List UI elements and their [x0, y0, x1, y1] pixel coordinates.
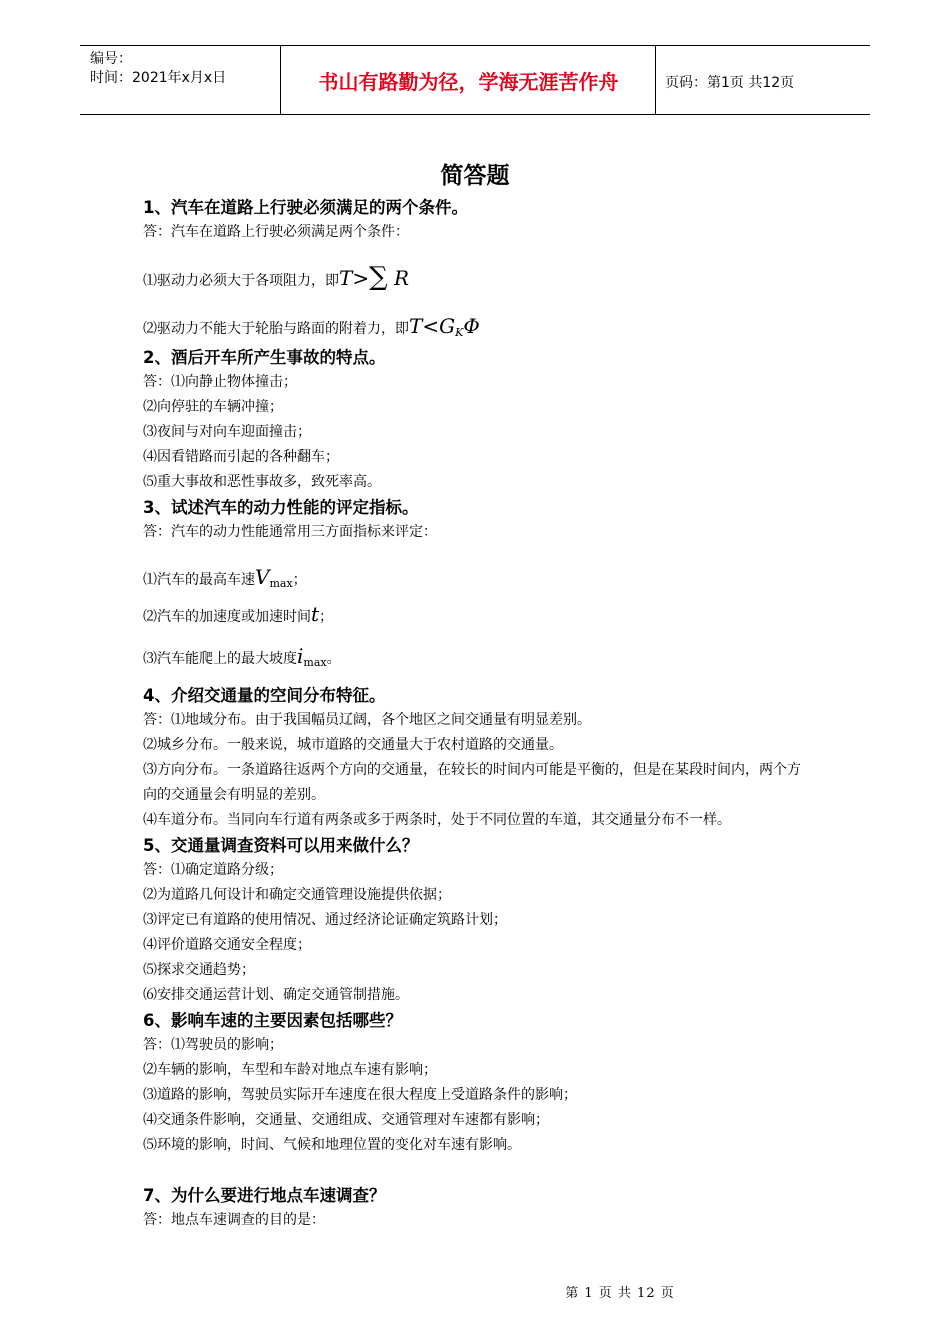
formula-2-op: <: [422, 314, 440, 338]
answer-3-line-1: 答：汽车的动力性能通常用三方面指标来评定：: [143, 524, 437, 540]
formula-1-op: >: [352, 266, 370, 290]
formula-vmax-v: V: [255, 565, 270, 589]
answer-3-line-4-text: ⑶汽车能爬上的最大坡度: [143, 651, 297, 667]
answer-2-line-5: ⑸重大事故和恶性事故多，致死率高。: [143, 474, 381, 490]
answer-4-line-2: ⑵城乡分布。一般来说，城市道路的交通量大于农村道路的交通量。: [143, 737, 563, 753]
answer-5-line-3: ⑶评定已有道路的使用情况、通过经济论证确定筑路计划；: [143, 912, 507, 928]
answer-3-line-3-text: ⑵汽车的加速度或加速时间: [143, 609, 311, 625]
header-time: 时间：2021年x月x日: [90, 70, 227, 86]
formula-1-r: R: [394, 266, 410, 290]
formula-imax-i: i: [297, 644, 304, 668]
answer-3-line-4: [143, 630, 813, 675]
formula-2-g: G: [439, 314, 456, 338]
formula-2-k: K: [455, 326, 464, 339]
answer-1-line-1: 答：汽车在道路上行驶必须满足两个条件：: [143, 224, 409, 240]
question-5: 5、交通量调查资料可以用来做什么？: [143, 836, 419, 855]
header-meta: [90, 50, 226, 88]
formula-t-tail: ；: [319, 609, 334, 625]
document-header: [80, 45, 870, 115]
formula-1-t: T: [339, 266, 353, 290]
answer-1-line-2-text: ⑴驱动力必须大于各项阻力，即: [143, 273, 339, 289]
question-3: 3、试述汽车的动力性能的评定指标。: [143, 498, 419, 517]
answer-4-line-3: ⑶方向分布。一条道路往返两个方向的交通量，在较长的时间内可能是平衡的，但是在某段时间内，两个方向的交通量会有明显的差别。: [143, 762, 801, 803]
formula-1-sum: ∑: [369, 262, 388, 292]
answer-7-line-1: 答：地点车速调查的目的是：: [143, 1212, 325, 1228]
answer-6-line-2: ⑵车辆的影响，车型和车龄对地点车速有影响；: [143, 1062, 437, 1078]
answer-3-line-2: [143, 545, 813, 596]
header-motto: 书山有路勤为径，学海无涯苦作舟: [318, 70, 619, 94]
answer-6-line-3: ⑶道路的影响，驾驶员实际开车速度在很大程度上受道路条件的影响；: [143, 1087, 577, 1103]
page-title: 简答题: [440, 163, 510, 189]
answer-2-line-3: ⑶夜间与对向车迎面撞击；: [143, 424, 311, 440]
formula-2-phi: Φ: [463, 314, 480, 338]
answer-6-line-5: ⑸环境的影响，时间、气候和地理位置的变化对车速有影响。: [143, 1137, 521, 1153]
formula-vmax-sub: max: [269, 577, 293, 590]
formula-imax-sub: max: [303, 656, 327, 669]
question-2: 2、酒后开车所产生事故的特点。: [143, 348, 386, 367]
answer-5-line-6: ⑹安排交通运营计划、确定交通管制措施。: [143, 987, 409, 1003]
answer-1-line-3-text: ⑵驱动力不能大于轮胎与路面的附着力，即: [143, 321, 409, 337]
question-6: 6、影响车速的主要因素包括哪些？: [143, 1011, 402, 1030]
document-body: [143, 195, 813, 1233]
question-4: 4、介绍交通量的空间分布特征。: [143, 686, 386, 705]
formula-t: t: [311, 602, 320, 626]
answer-2-line-1: 答：⑴向静止物体撞击；: [143, 374, 297, 390]
formula-imax-tail: 。: [326, 651, 341, 667]
formula-2-t: T: [409, 314, 423, 338]
formula-2: [409, 314, 480, 338]
answer-5-line-5: ⑸探求交通趋势；: [143, 962, 255, 978]
header-divider-left: [280, 46, 281, 114]
answer-1-line-3: [143, 294, 813, 345]
header-divider-right: [655, 46, 656, 114]
question-7: 7、为什么要进行地点车速调查？: [143, 1186, 386, 1205]
page-footer: 第 1 页 共 12 页: [565, 1286, 675, 1301]
answer-6-line-1: 答：⑴驾驶员的影响；: [143, 1037, 283, 1053]
formula-1: [339, 262, 410, 292]
answer-2-line-2: ⑵向停驻的车辆冲撞；: [143, 399, 283, 415]
header-number: 编号：: [90, 51, 132, 67]
answer-4-line-4: ⑷车道分布。当同向车行道有两条或多于两条时，处于不同位置的车道，其交通量分布不一样。: [143, 812, 731, 828]
answer-3-line-3: [143, 596, 813, 630]
spacer: [143, 1158, 813, 1183]
answer-4-line-1: 答：⑴地域分布。由于我国幅员辽阔，各个地区之间交通量有明显差别。: [143, 712, 591, 728]
answer-5-line-4: ⑷评价道路交通安全程度；: [143, 937, 311, 953]
formula-vmax-tail: ；: [292, 572, 307, 588]
answer-5-line-1: 答：⑴确定道路分级；: [143, 862, 283, 878]
formula-vmax: [255, 565, 293, 589]
answer-6-line-4: ⑷交通条件影响，交通量、交通组成、交通管理对车速都有影响；: [143, 1112, 549, 1128]
answer-3-line-2-text: ⑴汽车的最高车速: [143, 572, 255, 588]
header-page-info: 页码：第1页 共12页: [665, 75, 795, 91]
answer-5-line-2: ⑵为道路几何设计和确定交通管理设施提供依据；: [143, 887, 451, 903]
formula-imax: [297, 644, 327, 668]
answer-2-line-4: ⑷因看错路而引起的各种翻车；: [143, 449, 339, 465]
answer-1-line-2: [143, 245, 813, 294]
question-1: 1、汽车在道路上行驶必须满足的两个条件。: [143, 198, 468, 217]
